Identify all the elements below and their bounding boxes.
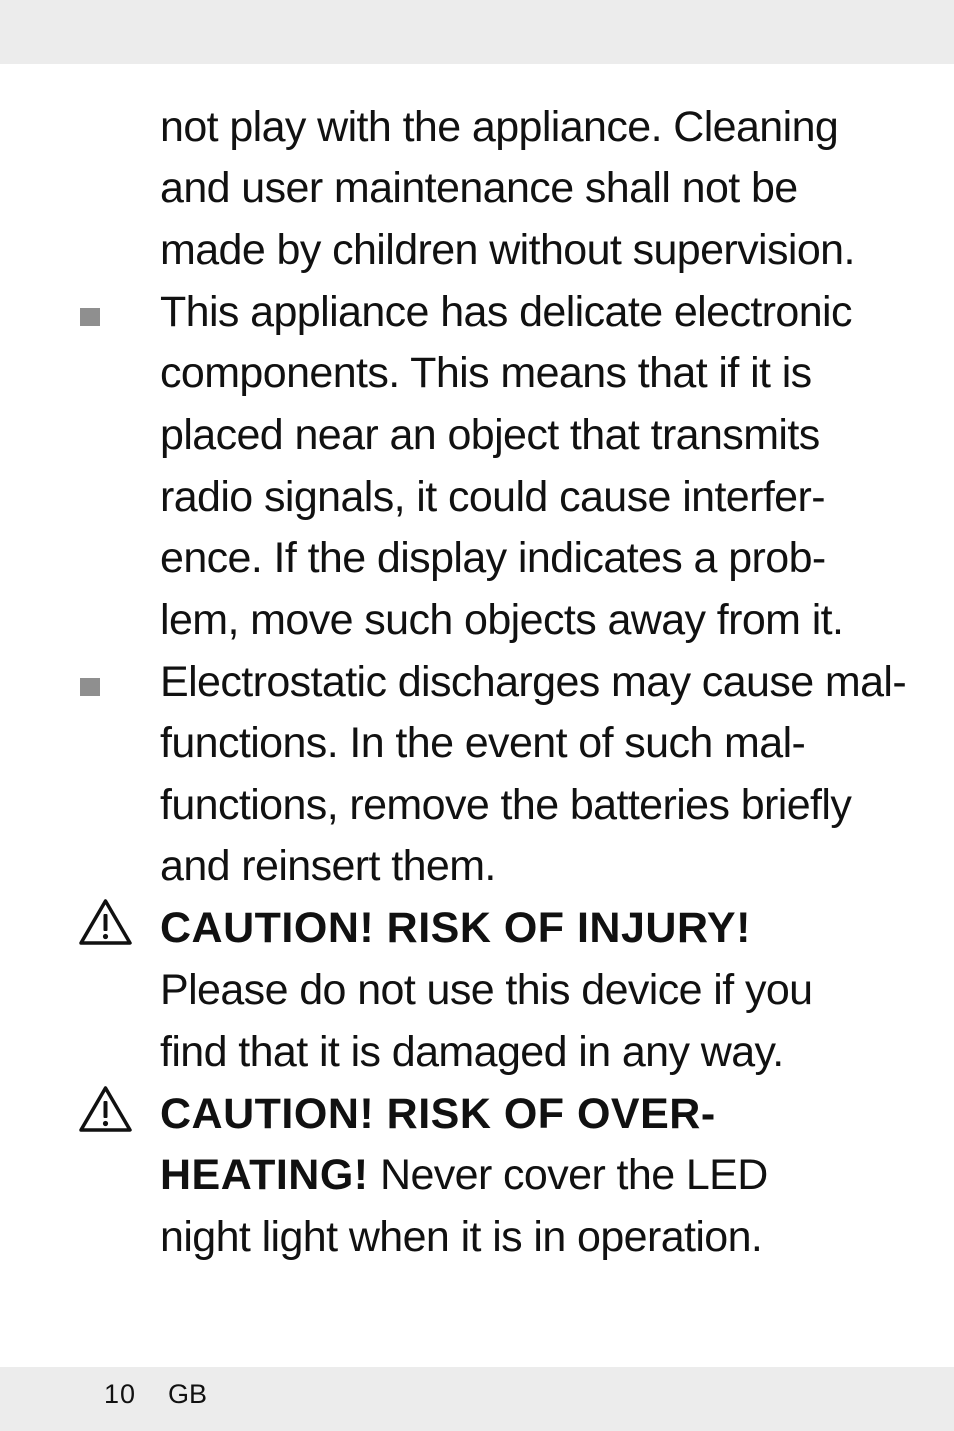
text-line: find that it is damaged in any way. — [160, 1028, 784, 1076]
text-line: components. This means that if it is — [160, 349, 812, 397]
text-line: placed near an object that transmits — [160, 411, 820, 459]
caution-heading: CAUTION! RISK OF OVER- — [160, 1090, 716, 1138]
text-line: night light when it is in operation. — [160, 1213, 763, 1261]
warning-triangle-icon — [78, 898, 133, 946]
text-line: functions. In the event of such mal- — [160, 719, 806, 767]
text-line: Please do not use this device if you — [160, 966, 813, 1014]
text-line: Electrostatic discharges may cause mal- — [160, 658, 907, 706]
text-line: and reinsert them. — [160, 842, 496, 890]
caution-heading: CAUTION! RISK OF INJURY! — [160, 904, 751, 952]
text-span: Never cover the LED — [368, 1151, 768, 1199]
warning-triangle-icon — [78, 1085, 133, 1133]
text-line: made by children without supervision. — [160, 226, 855, 274]
text-line — [160, 1144, 768, 1206]
footer-band — [0, 1367, 954, 1431]
page-number: 10 — [104, 1379, 137, 1409]
text-line: ence. If the display indicates a prob- — [160, 534, 826, 582]
text-line: This appliance has delicate electronic — [160, 288, 852, 336]
text-line: and user maintenance shall not be — [160, 164, 798, 212]
text-line: radio signals, it could cause interfer- — [160, 473, 825, 521]
caution-heading: HEATING! — [160, 1151, 369, 1199]
square-bullet-icon — [80, 678, 100, 696]
language-code: GB — [168, 1379, 208, 1409]
text-line: functions, remove the batteries briefly — [160, 781, 852, 829]
header-band — [0, 0, 954, 64]
text-line: not play with the appliance. Cleaning — [160, 103, 839, 151]
square-bullet-icon — [80, 308, 100, 326]
text-line: lem, move such objects away from it. — [160, 596, 844, 644]
